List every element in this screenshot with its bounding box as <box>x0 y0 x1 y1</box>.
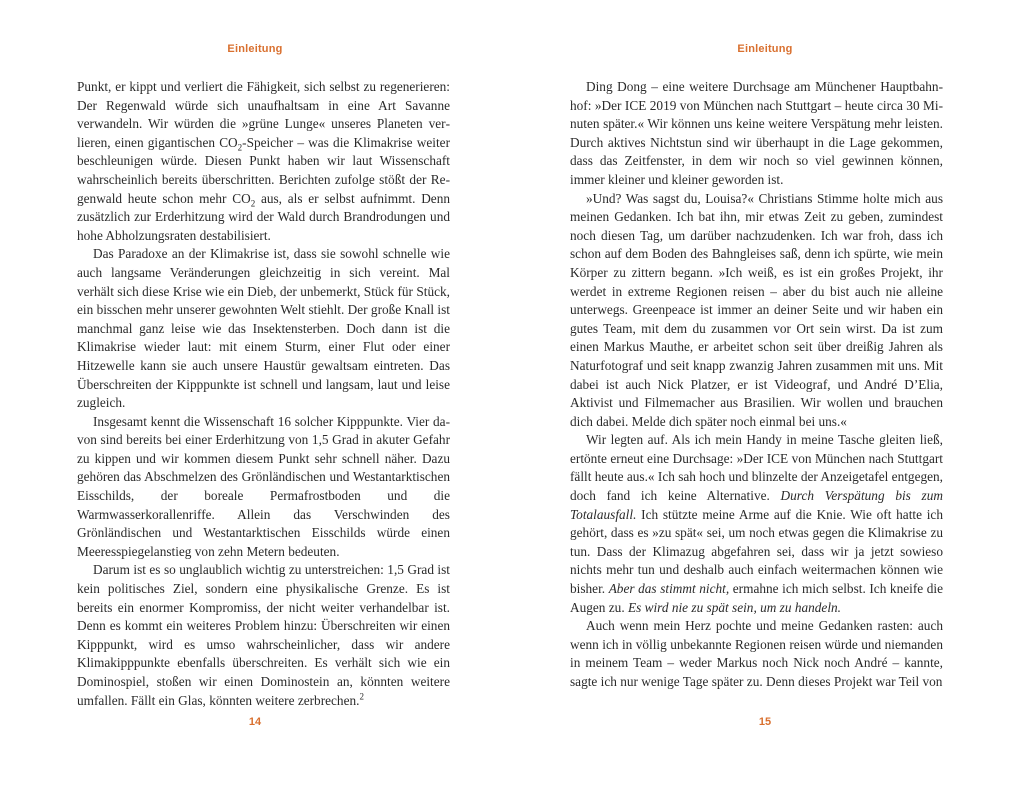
right-page <box>510 0 1020 788</box>
paragraph: Darum ist es so unglaublich wichtig zu unterstreichen: 1,5 Grad ist kein politisches Ziel, sondern eine physikalische Grenze. Es ist bereits ein enormer Kompromiss, der nicht weiter verhandelbar ist. Denn es kommt ein weiteres Problem hinzu: Überschreiten wir einen Kipppunkt, wird es umso wahrscheinlicher, dass wir andere Klimakipppunkte ebenfalls überschreiten. Es verhält sich wie ein Dominospiel, stoßen wir einen Dominostein an, könnten weitere umfallen. Fällt ein Glas, könnten weitere zerbrechen.$^2$ <box>77 562 450 708</box>
paragraph: Das Paradoxe an der Klimakrise ist, dass sie sowohl schnelle wie auch langsame Veränderungen gleichzeitig in sich vereint. Mal verhält sich diese Krise wie ein Dieb, der unbemerkt, Stück für Stück, ein bisschen mehr unserer gewohnten Welt stiehlt. Der große Knall ist manchmal ganz leise wie das Insektensterben. Doch dann ist die Klimakrise wieder laut: mit einem Sturm, einer Flut oder einer Hitzewelle kann sie auch unsere Haustür gewaltsam eintreten. Das Überschreiten der Kipppunkte ist schnell und langsam, laut und leise zugleich. <box>77 246 450 411</box>
left-page-body <box>77 78 450 710</box>
paragraph: Ding Dong – eine weitere Durchsage am Münchener Hauptbahnhof: »Der ICE 2019 von München nach Stuttgart – heute circa 30 Minuten später.« Wir können uns keine weitere Verspätung mehr leisten. Durch aktives Nichtstun sind wir überhaupt in die Lage gekommen, dass das Zeitfenster, in dem wir noch so viel gewinnen können, immer kleiner und kleiner geworden ist. <box>570 79 943 187</box>
paragraph: Wir legten auf. Als ich mein Handy in meine Tasche gleiten ließ, ertönte erneut eine Durchsage: »Der ICE von München nach Stuttgart fällt heute aus.« Ich sah hoch und blinzelte der Anzeigetafel entgegen, doch fand ich keine Alternative. Durch Verspätung bis zum Totalausfall. Ich stützte meine Arme auf die Knie. Wie oft hatte ich gehört, dass es »zu spät« sei, um noch etwas gegen die Klimakrise zu tun. Dass der Klimazug abgefahren sei, dass wir ja jetzt sowieso nichts mehr tun und deshalb auch einfach weitermachen können wie bisher. Aber das stimmt nicht, ermahne ich mich selbst. Ich kneife die Augen zu. Es wird nie zu spät sein, um zu handeln. <box>570 432 943 615</box>
running-head-right: Einleitung <box>737 43 793 55</box>
paragraph: Punkt, er kippt und verliert die Fähigkeit, sich selbst zu regenerieren: Der Regenwald würde sich unaufhaltsam in eine Art Savanne verwandeln. Wir würden die »grüne Lunge« unseres Planeten verlieren, einen gigantischen $CO_2$-Speicher – was die Klimakrise weiter beschleunigen würde. Diesen Punkt haben wir laut Wissenschaft wahrscheinlich bereits überschritten. Berichten zufolge stößt der Regenwald heute schon mehr $CO_2$ aus, als er selbst aufnimmt. Denn zusätzlich zur Erderhitzung wird der Wald durch Brandrodungen und hohe Abholzungsraten destabilisiert. <box>77 79 450 243</box>
page-number-left: 14 <box>248 716 262 728</box>
running-head-left: Einleitung <box>227 43 283 55</box>
paragraph: Auch wenn mein Herz pochte und meine Gedanken rasten: auch wenn ich in völlig unbekannte Regionen reisen würde und niemanden in meinem Team – weder Markus noch Nick noch André – kannte, sagte ich nur wenige Tage später zu. Denn dieses Projekt war Teil von <box>570 618 943 689</box>
page-number-right: 15 <box>758 716 772 728</box>
paragraph: Insgesamt kennt die Wissenschaft 16 solcher Kipppunkte. Vier davon sind bereits bei einer Erderhitzung von 1,5 Grad in akuter Gefahr zu kippen und wir kommen diesem Punkt sehr schnell näher. Dazu gehören das Abschmelzen des Grönländischen und Westantarktischen Eisschilds, der boreale Permafrostboden und die Warmwasserkorallenriffe. Allein das Verschwinden des Grönländischen und Westantarktischen Eisschilds würde einen Meeresspiegelanstieg von zehn Metern bedeuten. <box>77 413 450 559</box>
footnote-marker[interactable]: 2 <box>359 691 364 702</box>
paragraph: »Und? Was sagst du, Louisa?« Christians Stimme holte mich aus meinen Gedanken. Ich bat ihn, mir etwas Zeit zu geben, zumindest noch diesen Tag, um darüber nachzudenken. Ich war froh, dass ich schon auf dem Boden des Bahngleises saß, denn ich spürte, wie mein Körper zu zittern begann. »Ich weiß, es ist ein großes Projekt, ihr werdet in extreme Regionen reisen – aber du bist auch nie alleine unterwegs. Greenpeace ist immer an deiner Seite und wir haben ein gutes Team, mit dem du zusammen vor Ort sein wirst. Da ist zum einen Markus Mauthe, er arbeitet schon seit über dreißig Jahren als Naturfotograf und seit knapp zwanzig Jahren zusammen mit uns. Mit dabei ist auch Nick Platzer, er ist Videograf, und André D’Elia, Aktivist und Filmemacher aus Brasilien. Wir wollen und brauchen dich dabei. Melde dich später noch einmal bei uns.« <box>570 190 943 429</box>
right-page-body <box>570 78 943 692</box>
